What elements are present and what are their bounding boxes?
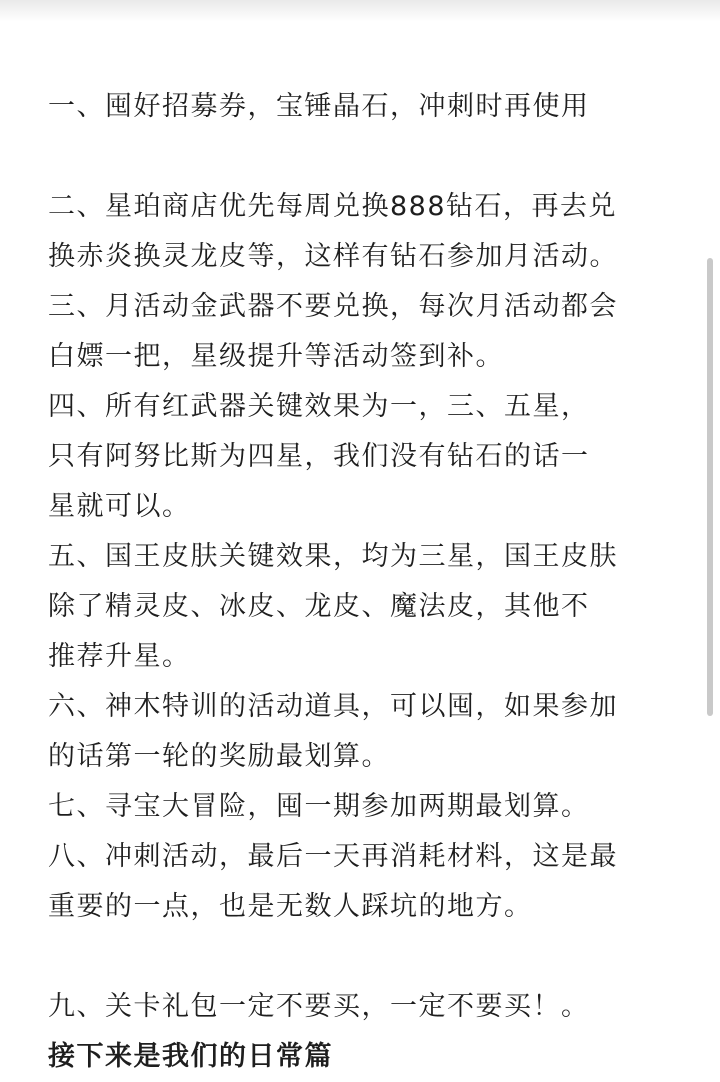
tip-3-line-2: 白嫖一把，星级提升等活动签到补。 [48, 341, 504, 372]
top-shadow [0, 0, 720, 22]
tip-7-line-1: 七、寻宝大冒险，囤一期参加两期最划算。 [48, 791, 590, 822]
section-heading: 接下来是我们的日常篇 [48, 1041, 333, 1072]
vertical-scrollbar[interactable] [707, 258, 713, 716]
tip-5-line-3: 推荐升星。 [48, 641, 191, 672]
tip-3-line-1: 三、月活动金武器不要兑换，每次月活动都会 [48, 291, 618, 322]
tip-4-line-1: 四、所有红武器关键效果为一，三、五星， [48, 391, 590, 422]
tip-4-line-3: 星就可以。 [48, 491, 191, 522]
tip-6-line-1: 六、神木特训的活动道具，可以囤，如果参加 [48, 691, 618, 722]
tip-1-line-1: 一、囤好招募券，宝锤晶石，冲刺时再使用 [48, 91, 590, 122]
tip-4-line-2: 只有阿努比斯为四星，我们没有钻石的话一 [48, 441, 590, 472]
blank-line [48, 132, 688, 182]
tip-8-line-1: 八、冲刺活动，最后一天再消耗材料，这是最 [48, 841, 618, 872]
tip-5-line-2: 除了精灵皮、冰皮、龙皮、魔法皮，其他不 [48, 591, 590, 622]
blank-line [48, 932, 688, 982]
tip-6-line-2: 的话第一轮的奖励最划算。 [48, 741, 390, 772]
tip-2-line-1: 二、星珀商店优先每周兑换888钻石，再去兑 [48, 191, 618, 222]
tip-5-line-1: 五、国王皮肤关键效果，均为三星，国王皮肤 [48, 541, 618, 572]
article-body [48, 82, 688, 1082]
tip-9-line-1: 九、关卡礼包一定不要买，一定不要买！。 [48, 991, 590, 1022]
tip-2-line-2: 换赤炎换灵龙皮等，这样有钻石参加月活动。 [48, 241, 618, 272]
tip-8-line-2: 重要的一点，也是无数人踩坑的地方。 [48, 891, 533, 922]
